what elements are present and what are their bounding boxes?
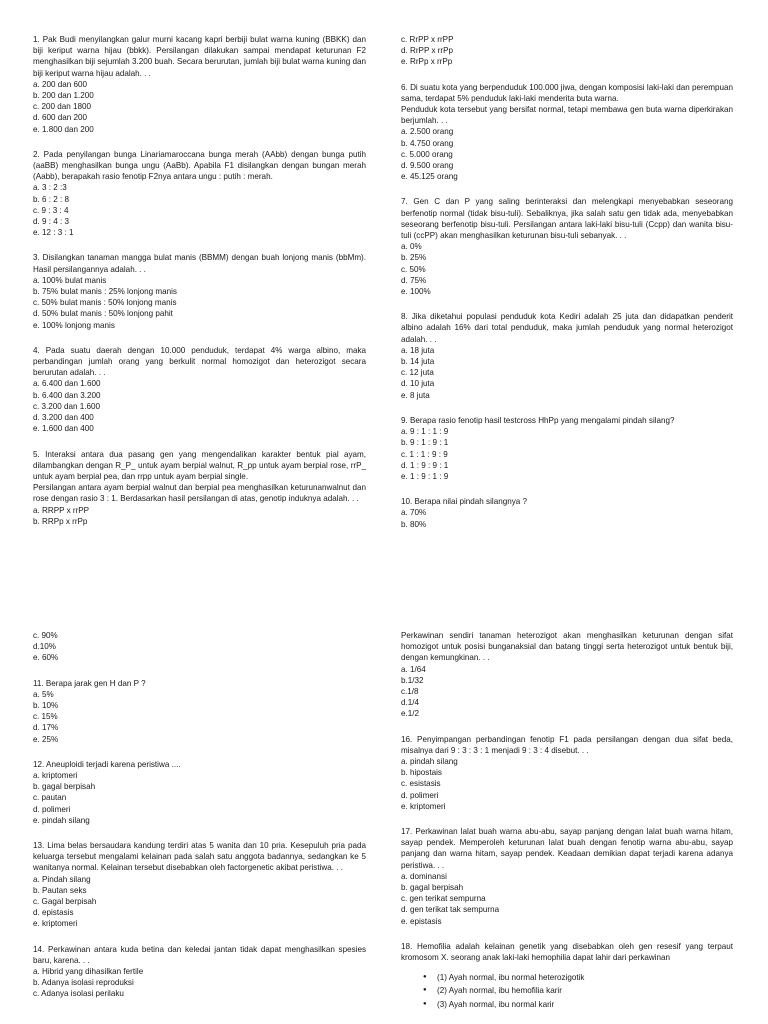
answer-option: c. RrPP x rrPP	[401, 35, 454, 44]
question-block	[401, 630, 736, 720]
answer-option: d. 1 : 9 : 9 : 1	[401, 460, 449, 470]
answer-option: b. hipostais	[401, 768, 442, 778]
answer-option: c. 5.000 orang	[401, 149, 453, 159]
question-block	[33, 944, 369, 1000]
answer-option: e. 60%	[33, 653, 59, 663]
answer-option: b. 75% bulat manis : 25% lonjong manis	[33, 287, 177, 297]
answer-option: b.1/32	[401, 675, 424, 685]
answer-option: b. 6.400 dan 3.200	[33, 390, 101, 400]
answer-option: c. 50%	[401, 264, 426, 274]
answer-option: e. pindah silang	[33, 815, 90, 825]
answer-option: a. 70%	[401, 508, 427, 518]
answer-option: a. RRPP x rrPP	[33, 505, 90, 515]
answer-option: c. 12 juta	[401, 368, 434, 378]
page-2-right-column	[401, 630, 736, 1024]
question-stem: 6. Di suatu kota yang berpenduduk 100.000 jiwa, dengan komposisi laki-laki dan perempuan sama, terdapat 5% penduduk laki-laki menderita buta warna. Penduduk kota tersebut yang bersifat normal, tetapi membawa gen buta warna diperkirakan berjumlah. . .	[401, 82, 733, 126]
answer-option: b. 9 : 1 : 9 : 1	[401, 438, 449, 448]
question-stem: 17. Perkawinan lalat buah warna abu-abu, sayap panjang dengan lalat buah warna hitam, sayap pendek. Memperoleh keturunan lalat buah dengan fenotip warna abu-abu, sayap panjang dan warna hitam, sayap pendek. Keadaan demikian dapat terjadi karena adanya peristiwa. . .	[401, 827, 736, 870]
question-block	[401, 496, 733, 530]
question-stem: 9. Berapa rasio fenotip hasil testcross HhPp yang mengalami pindah silang?	[401, 415, 675, 425]
answer-option: a. Hibrid yang dihasilkan fertile	[33, 967, 144, 977]
answer-option: d. 9 : 4 : 3	[33, 217, 69, 227]
question-block	[33, 678, 366, 745]
answer-option: a. 6.400 dan 1.600	[33, 379, 101, 389]
answer-option: b. 14 juta	[401, 357, 435, 367]
page-1-right-column	[401, 34, 736, 544]
answer-option: e. epistasis	[401, 916, 442, 926]
answer-option: a. 1/64	[401, 664, 426, 674]
answer-option: e. 100%	[401, 287, 431, 297]
answer-option: a. 3 : 2 :3	[33, 183, 67, 193]
question-block	[33, 840, 369, 930]
question-stem: 10. Berapa nilai pindah silangnya ?	[401, 497, 527, 507]
question-block	[401, 826, 736, 927]
answer-option: a. kriptomeri	[33, 771, 78, 781]
answer-option: a. 2.500 orang	[401, 127, 454, 137]
question-block	[401, 196, 736, 297]
question-stem: 5. Interaksi antara dua pasang gen yang mengendalikan karakter bentuk pial ayam, dilambangkan dengan R_P_ untuk ayam berpial walnut, R_pp untuk ayam berpial rose, rrP_ untuk ayam berpial pea, dan rrpp untuk ayam berpial single. Persilangan antara ayam berpial walnut dan berpial pea menghasilkan keturunanwalnut dan rose dengan rasio 3 : 1. Berdasarkan hasil persilangan di atas, genotip induknya adalah. . .	[33, 449, 366, 504]
answer-option: e. 100% lonjong manis	[33, 320, 115, 330]
answer-option: a. 200 dan 600	[33, 79, 88, 89]
question-block	[33, 34, 369, 135]
answer-option: c. 200 dan 1800	[33, 102, 92, 112]
answer-option: c. 9 : 3 : 4	[33, 205, 69, 215]
answer-option: c. gen terikat sempurna	[401, 894, 486, 904]
question-stem: 1. Pak Budi menyilangkan galur murni kacang kapri berbiji bulat warna kuning (BBKK) dan biji keriput warna hijau (bbkk). Persilangan dilakukan sampai mendapat keturunan F2 menghasilkan biji sejumlah 3.200 buah. Secara berurutan, jumlah biji bulat warna kuning dan biji keriput warna hijau adalah. . .	[33, 35, 369, 78]
answer-option: c. 90%	[33, 631, 58, 640]
answer-option: c. Adanya isolasi perilaku	[33, 989, 124, 999]
answer-option: b. Pautan seks	[33, 885, 87, 895]
answer-option: c. esistasis	[401, 779, 441, 789]
answer-option: b. gagal berpisah	[33, 782, 96, 792]
answer-option: e.1/2	[401, 709, 420, 719]
question-block	[33, 630, 366, 664]
question-block	[33, 252, 369, 330]
answer-option: d. epistasis	[33, 908, 74, 918]
bullet-item: ● (2) Ayah normal, ibu hemofilia karir	[423, 985, 733, 996]
answer-option: d. gen terikat tak sempurna	[401, 905, 500, 915]
question-block	[33, 345, 369, 435]
question-block	[401, 941, 736, 1010]
answer-option: d. 17%	[33, 723, 59, 733]
question-stem: 4. Pada suatu daerah dengan 10.000 penduduk, terdapat 4% warga albino, maka perbandingan jumlah orang yang berkulit normal homozigot dan heterozigot secara berurutan adalah. . .	[33, 345, 369, 378]
answer-option: d. 50% bulat manis : 50% lonjong pahit	[33, 309, 173, 319]
question-stem: 7. Gen C dan P yang saling berinteraksi dan melengkapi menyebabkan seseorang berfenotip normal (tidak bisu-tuli). Sebaliknya, jika salah satu gen tidak ada, menyebabkan seseorang berfenotip bisu-tuli. Persilangan antara laki-laki bisu-tuli (Ccpp) dan wanita bisu-tuli (ccPP) akan menghasilkan keturunan bisu-tuli sebanyak. . .	[401, 197, 736, 241]
answer-option: e. 1.600 dan 400	[33, 424, 94, 434]
bullet-item: ● (1) Ayah normal, ibu normal heterozigotik	[423, 972, 733, 983]
answer-option: d. 75%	[401, 275, 427, 285]
question-stem: 3. Disilangkan tanaman mangga bulat manis (BBMM) dengan buah lonjong manis (bbMm). Hasil persilangannya adalah. . .	[33, 253, 369, 274]
question-block	[33, 149, 369, 239]
question-stem: 11. Berapa jarak gen H dan P ?	[33, 678, 146, 688]
answer-option: e. 1 : 9 : 1 : 9	[401, 471, 449, 481]
question-stem: 13. Lima belas bersaudara kandung terdiri atas 5 wanita dan 10 pria. Kesepuluh pria pada keluarga tersebut mengalami kelainan pada salah satu anggota badannya, sedangkan ke 5 wanitanya normal. Kelainan tersebut disebabkan oleh factorgenetic akibat peristiwa. . .	[33, 841, 369, 873]
page-separator	[0, 600, 768, 612]
answer-option: b. 80%	[401, 519, 427, 529]
answer-option: c. pautan	[33, 793, 67, 803]
answer-option: b. 4.750 orang	[401, 138, 454, 148]
bullet-list	[423, 972, 733, 1010]
page-1-left-column	[33, 34, 369, 541]
answer-option: a. 0%	[401, 242, 422, 252]
answer-option: d. 600 dan 200	[33, 113, 88, 123]
question-stem: 2. Pada penyilangan bunga Linariamaroccana bunga merah (AAbb) dengan bunga putih (aaBB) menghasilkan bunga ungu (AaBb). Apabila F1 disilangkan dengan bungan merah (Aabb), berapakah rasio fenotip F2nya antara ungu : putih : merah.	[33, 149, 369, 182]
answer-option: c. 3.200 dan 1.600	[33, 401, 101, 411]
answer-option: e. kriptomeri	[33, 919, 78, 929]
answer-option: c. 1 : 1 : 9 : 9	[401, 449, 448, 459]
page-2-left-column	[33, 630, 369, 1014]
answer-option: d. 10 juta	[401, 379, 435, 389]
answer-option: d. polimeri	[33, 804, 71, 814]
answer-option: b. 6 : 2 : 8	[33, 194, 69, 204]
question-stem: 16. Penyimpangan perbandingan fenotip F1 pada persilangan dengan dua sifat beda, misalnya dari 9 : 3 : 3 : 1 menjadi 9 : 3 : 4 disebut. . .	[401, 734, 736, 755]
answer-option: e. 12 : 3 : 1	[33, 228, 74, 238]
page-2	[0, 612, 768, 1024]
answer-option: b. RRPp x rrPp	[33, 516, 88, 526]
answer-option: e. RrPp x rrPp	[401, 57, 453, 67]
question-block	[401, 34, 733, 68]
answer-option: c. 15%	[33, 712, 58, 722]
answer-option: e. 25%	[33, 734, 59, 744]
answer-option: d. 9.500 orang	[401, 161, 454, 171]
answer-option: d.1/4	[401, 698, 420, 708]
answer-option: e. 1.800 dan 200	[33, 124, 94, 134]
question-stem: 14. Perkawinan antara kuda betina dan keledai jantan tidak dapat menghasilkan spesies baru, karena. . .	[33, 944, 369, 965]
answer-option: b. gagal berpisah	[401, 883, 464, 893]
answer-option: d.10%	[33, 642, 56, 652]
answer-option: a. 9 : 1 : 1 : 9	[401, 427, 449, 437]
answer-option: d. RrPP x rrPp	[401, 46, 454, 56]
answer-option: c.1/8	[401, 687, 419, 697]
answer-option: b. 10%	[33, 701, 59, 711]
answer-option: b. Adanya isolasi reproduksi	[33, 978, 134, 988]
question-stem: Perkawinan sendiri tanaman heterozigot akan menghasilkan keturunan dengan sifat homozigot untuk posisi bunganaksial dan batang tinggi serta heterozigot untuk bentuk biji, dengan kemungkinan. . .	[401, 631, 736, 663]
question-block	[401, 82, 733, 183]
answer-option: b. 200 dan 1.200	[33, 91, 94, 101]
answer-option: a. Pindah silang	[33, 874, 91, 884]
answer-option: a. dominansi	[401, 871, 447, 881]
answer-option: a. 18 juta	[401, 345, 435, 355]
answer-option: c. Gagal berpisah	[33, 897, 97, 907]
answer-option: b. 25%	[401, 253, 427, 263]
answer-option: a. pindah silang	[401, 757, 458, 767]
bullet-item: ● (3) Ayah normal, ibu normal karir	[423, 999, 733, 1010]
answer-option: e. 45.125 orang	[401, 172, 458, 182]
answer-option: e. 8 juta	[401, 390, 430, 400]
question-block	[33, 449, 366, 527]
question-block	[401, 415, 733, 482]
question-stem: 12. Aneuploidi terjadi karena peristiwa ....	[33, 759, 181, 769]
question-stem: 18. Hemofilia adalah kelainan genetik yang disebabkan oleh gen resesif yang terpaut kromosom X. seorang anak laki-laki hemophilia dapat lahir dari perkawinan	[401, 941, 736, 963]
answer-option: c. 50% bulat manis : 50% lonjong manis	[33, 298, 177, 308]
question-block	[401, 734, 736, 812]
answer-option: a. 5%	[33, 689, 54, 699]
answer-option: d. polimeri	[401, 790, 439, 800]
question-block	[401, 311, 736, 401]
answer-option: e. kriptomeri	[401, 801, 446, 811]
answer-option: d. 3.200 dan 400	[33, 413, 94, 423]
question-block	[33, 759, 366, 826]
answer-option: a. 100% bulat manis	[33, 275, 107, 285]
question-stem: 8. Jika diketahui populasi penduduk kota Kediri adalah 25 juta dan didapatkan penderit albino adalah 16% dari total penduduk, maka jumlah penduduk yang normal heterozigot adalah. . .	[401, 312, 736, 344]
